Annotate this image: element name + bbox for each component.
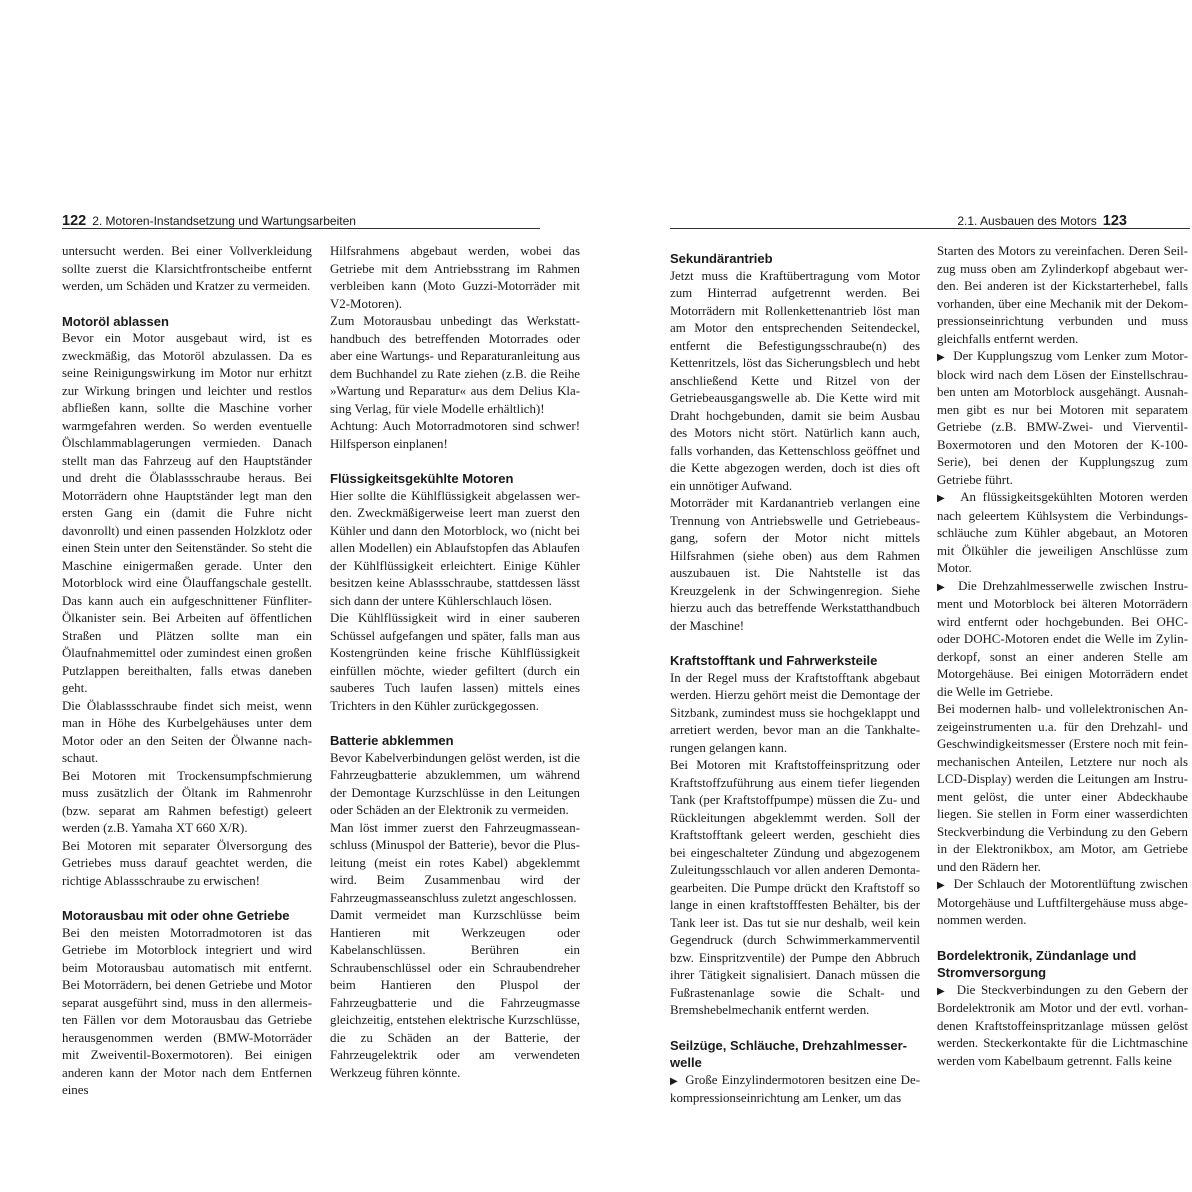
paragraph: ▶ Der Schlauch der Motorentlüftung zwischen Motorgehäuse und Luftfiltergehäuse muss abgenommen werden. <box>937 876 1188 930</box>
paragraph: Jetzt muss die Kraftübertragung vom Motor zum Hinterrad aufgetrennt werden. Bei Motorrädern mit Rollenkettenantrieb löst man am Motor den entsprechenden Seitendeckel, entfernt die Befestigungsschraube(n) des Kettenritzels, löst das Sicherungsblech und hebt anschließend Kette und Ritzel von der Getriebeausgangswelle ab. Die Kette wird mit Draht hochgebunden, damit sie beim Ausbau des Motors nicht stört. Natürlich kann auch, falls vorhanden, das Kettenschloss geöffnet und die Kette abgezogen werden, doch ist dies oft ein unnötiger Aufwand. <box>670 268 920 493</box>
paragraph: ▶ Der Kupplungszug vom Lenker zum Motorblock wird nach dem Lösen der Einstellschrauben unten am Motorblock ausgehängt. Ausnahmen gibt es nur bei Motoren mit separatem Getriebe (z.B. BMW-Zwei- und Vierventil-Boxermotoren und den Motoren der K-100-Serie), bei denen der Kupplungszug zum Getriebe führt. <box>937 348 1188 489</box>
paragraph: Zum Motorausbau unbedingt das Werkstatthandbuch des betreffenden Motorrades oder aber eine Wartungs- und Reparaturanleitung aus dem Buchhandel zu Rate ziehen (z.B. die Reihe »Wartung und Reparatur« aus dem Delius Klasing Verlag, für viele Modelle erhältlich)! <box>330 314 580 416</box>
page-number-right: 123 <box>1102 213 1127 229</box>
paragraph: ▶ Die Drehzahlmesserwelle zwischen Instrument und Motorblock bei älteren Motorrädern wird entfernt oder hochgebunden. Bei OHC- oder DOHC-Motoren endet die Welle im Zylinderkopf, sonst an einer anderen Stelle am Motorgehäuse. Bei einigen Motorrädern endet die Welle im Getriebe. <box>937 578 1188 702</box>
paragraph: Bevor Kabelverbindungen gelöst werden, ist die Fahrzeugbatterie abzuklemmen, um während der Demontage Kurzschlüsse in den Leitungen oder Schäden an der Elektronik zu vermeiden. <box>330 750 580 817</box>
section-heading: Seilzüge, Schläuche, Drehzahlmesserwelle <box>670 1037 907 1070</box>
section-heading: Bordelektronik, Zündanlage und Stromversorgung <box>937 947 1137 980</box>
text-column-1 <box>62 243 312 1100</box>
paragraph: untersucht werden. Bei einer Vollverkleidung sollte zuerst die Klarsichtfrontscheibe entfernt werden, um Schäden und Kratzer zu vermeiden. <box>62 244 312 293</box>
section-heading: Sekundärantrieb <box>670 251 773 266</box>
page-number-left: 122 <box>62 213 87 229</box>
paragraph: Damit vermeidet man Kurzschlüsse beim Hantieren mit Werkzeugen oder Kabelanschlüssen. Berühren ein Schraubenschlüssel oder ein Schraubendreher beim Hantieren den Pluspol der Fahrzeugbatterie und die Fahrzeugmasse gleichzeitig, entstehen elektrische Kurzschlüsse, die zu Schäden an der Batterie, der Fahrzeugelektrik oder am verwendeten Werkzeug führen könnte. <box>330 908 580 1080</box>
section-heading: Motorausbau mit oder ohne Getriebe <box>62 908 290 923</box>
paragraph: Die Ölablassschraube findet sich meist, wenn man in Höhe des Kurbelgehäuses unter dem Motor oder an den Seiten der Ölwanne nachschaut. <box>62 698 312 765</box>
page-header-left <box>62 212 356 228</box>
paragraph: Hier sollte die Kühlflüssigkeit abgelassen werden. Zweckmäßigerweise leert man zuerst den Kühler und dann den Motorblock, wo (nicht bei allen Modellen) ein Ablaufstopfen das Ablaufen der Kühlflüssigkeit erleichtert. Einige Kühler besitzen keine Ablassschraube, stattdessen lässt sich dann der untere Kühlerschlauch lösen. <box>330 488 580 608</box>
paragraph: Achtung: Auch Motorradmotoren sind schwer! Hilfsperson einplanen! <box>330 419 580 451</box>
section-heading: Flüssigkeitsgekühlte Motoren <box>330 471 514 486</box>
section-heading: Motoröl ablassen <box>62 313 169 329</box>
section-heading: Kraftstofftank und Fahrwerksteile <box>670 653 878 668</box>
paragraph: Bei Motoren mit separater Ölversorgung des Getriebes muss darauf geachtet werden, die richtige Ablassschraube zu erwischen! <box>62 838 312 888</box>
paragraph: In der Regel muss der Kraftstofftank abgebaut werden. Hierzu gehört meist die Demontage der Sitzbank, zumindest muss sie hochgeklappt und arretiert werden, bevor man an die Tankhalterungen gelangen kann. <box>670 670 920 755</box>
paragraph: Starten des Motors zu vereinfachen. Deren Seilzug muss oben am Zylinderkopf abgebaut werden. Bei anderen ist der Kickstarterhebel, falls vorhanden, über eine Mechanik mit der Dekompressionseinrichtung verbunden und muss gleichfalls entfernt werden. <box>937 244 1188 346</box>
paragraph: ▶ Große Einzylindermotoren besitzen eine Dekompressionseinrichtung am Lenker, um das <box>670 1072 920 1108</box>
paragraph: Bei modernen halb- und vollelektronischen Anzeigeinstrumenten u.a. für den Drehzahl- und Geschwindigkeitsmesser (Erstere noch mit feinmechanischen Anteilen, Letztere nur noch als LCD-Display) werden die Leitungen am Instrument gelöst, die unter einer Abdeckhaube liegen. Sie stellen in Form einer wasserdichten Steckverbindung die Verbindung zu den Gebern in der Elektronikbox, am Motor, am Getriebe und den Rädern her. <box>937 702 1188 874</box>
text-column-4 <box>937 243 1188 1070</box>
paragraph: ▶ An flüssigkeitsgekühlten Motoren werden nach geleertem Kühlsystem die Verbindungsschläuche zum Kühler abgebaut, an Motoren mit Ölkühler die jeweiligen Anschlüsse zum Motor. <box>937 489 1188 578</box>
text-column-2 <box>330 243 580 1082</box>
chapter-title: 2. Motoren-Instandsetzung und Wartungsarbeiten <box>92 214 356 228</box>
paragraph: Man löst immer zuerst den Fahrzeugmasseanschluss (Minuspol der Batterie), bevor die Plusleitung (meist ein rotes Kabel) abgeklemmt wird. Beim Zusammenbau wird der Fahrzeugmasseanschluss zuletzt angeschlossen. <box>330 820 580 905</box>
text-column-3 <box>670 243 920 1108</box>
paragraph: ▶ Die Steckverbindungen zu den Gebern der Bordelektronik am Motor und der evtl. vorhandenen Kraftstoffeinspritzanlage müssen gelöst werden. Steckerkontakte für die Lichtmaschine werden vom Kabelbaum getrennt. Falls keine <box>937 982 1188 1071</box>
paragraph: Motorräder mit Kardanantrieb verlangen eine Trennung von Antriebswelle und Getriebeausgang, sofern der Motor nicht mittels Hilfsrahmen (siehe oben) aus dem Rahmen auszubauen ist. Die Nahtstelle ist das Kreuzgelenk in der Schwingenregion. Siehe hierzu auch das betreffende Werkstatthandbuch der Maschine! <box>670 496 920 633</box>
section-heading: Batterie abklemmen <box>330 733 454 748</box>
header-rule-right <box>670 228 1190 229</box>
paragraph: Bevor ein Motor ausgebaut wird, ist es zweckmäßig, das Motoröl abzulassen. Da es seine Reinigungswirkung im Motor nur erhitzt zur Wirkung bringen und leichter und restlos abfließen kann, sollte die Maschine vorher warmgefahren werden. So werden eventuelle Ölschlammablagerungen vermieden. Danach stellt man das Fahrzeug auf den Hauptständer und dreht die Ölablassschraube heraus. Bei Motorrädern ohne Hauptständer legt man den ersten Gang ein (damit die Fuhre nicht davonrollt) und einen passenden Holzklotz oder einen Stein unter den Seitenständer. So steht die Maschine einigermaßen gerade. Unter den Motorblock wird eine Ölauffangschale gestellt. Das kann auch ein aufgeschnittener Fünfliter-Ölkanister sein. Bei Arbeiten auf öffentlichen Straßen und Plätzen sollte man ein Ölaufnahmemittel oder zumindest einen großen Putzlappen bereithalten, falls etwas daneben geht. <box>62 331 312 695</box>
paragraph: Bei Motoren mit Trockensumpfschmierung muss zusätzlich der Öltank im Rahmenrohr (bzw. separat am Rahmen befestigt) geleert werden (z.B. Yamaha XT 660 X/R). <box>62 768 312 835</box>
section-title: 2.1. Ausbauen des Motors <box>957 214 1097 228</box>
paragraph: Bei den meisten Motorradmotoren ist das Getriebe im Motorblock integriert und wird beim Motorausbau automatisch mit entfernt. Bei Motorrädern, bei denen Getriebe und Motor separat ausgeführt sind, muss in den allermeisten Fällen vor dem Motorausbau das Getriebe herausgenommen werden (BMW-Motorräder mit Zweiventil-Boxermotoren). Bei einigen anderen kann der Motor nach dem Entfernen eines <box>62 925 312 1097</box>
header-rule-left <box>62 228 540 229</box>
page-header-right <box>957 212 1127 228</box>
paragraph: Bei Motoren mit Kraftstoffeinspritzung oder Kraftstoffzuführung aus einem tiefer liegenden Tank (per Kraftstoffpumpe) müssen die Zu- und Rückleitungen abgeklemmt werden. Soll der Kraftstofftank geleert werden, geschieht dies bei eingeschalteter Zündung und abgezogenem Zuleitungsschlauch vor allen anderen Demontagearbeiten. Die Pumpe drückt den Kraftstoff so lange in einen kraftstofffesten Behälter, bis der Tank leer ist. Das tut sie nur deshalb, weil kein Gegendruck (durch Schwimmerkammerventil bzw. Einspritzventile) der Pumpe den Abbruch ihrer Tätigkeit signalisiert. Danach müssen die Fußrastenanlage sowie die Schalt- und Bremshebelmechanik entfernt werden. <box>670 758 920 1017</box>
paragraph: Die Kühlflüssigkeit wird in einer sauberen Schüssel aufgefangen und später, falls man aus Kostengründen keine frische Kühlflüssigkeit einfüllen möchte, wieder gefiltert (durch ein sauberes Tuch laufen lassen) mittels eines Trichters in den Kühler zurückgegossen. <box>330 611 580 713</box>
paragraph: Hilfsrahmens abgebaut werden, wobei das Getriebe mit dem Antriebsstrang im Rahmen verbleiben kann (Moto Guzzi-Motorräder mit V2-Motoren). <box>330 244 580 311</box>
